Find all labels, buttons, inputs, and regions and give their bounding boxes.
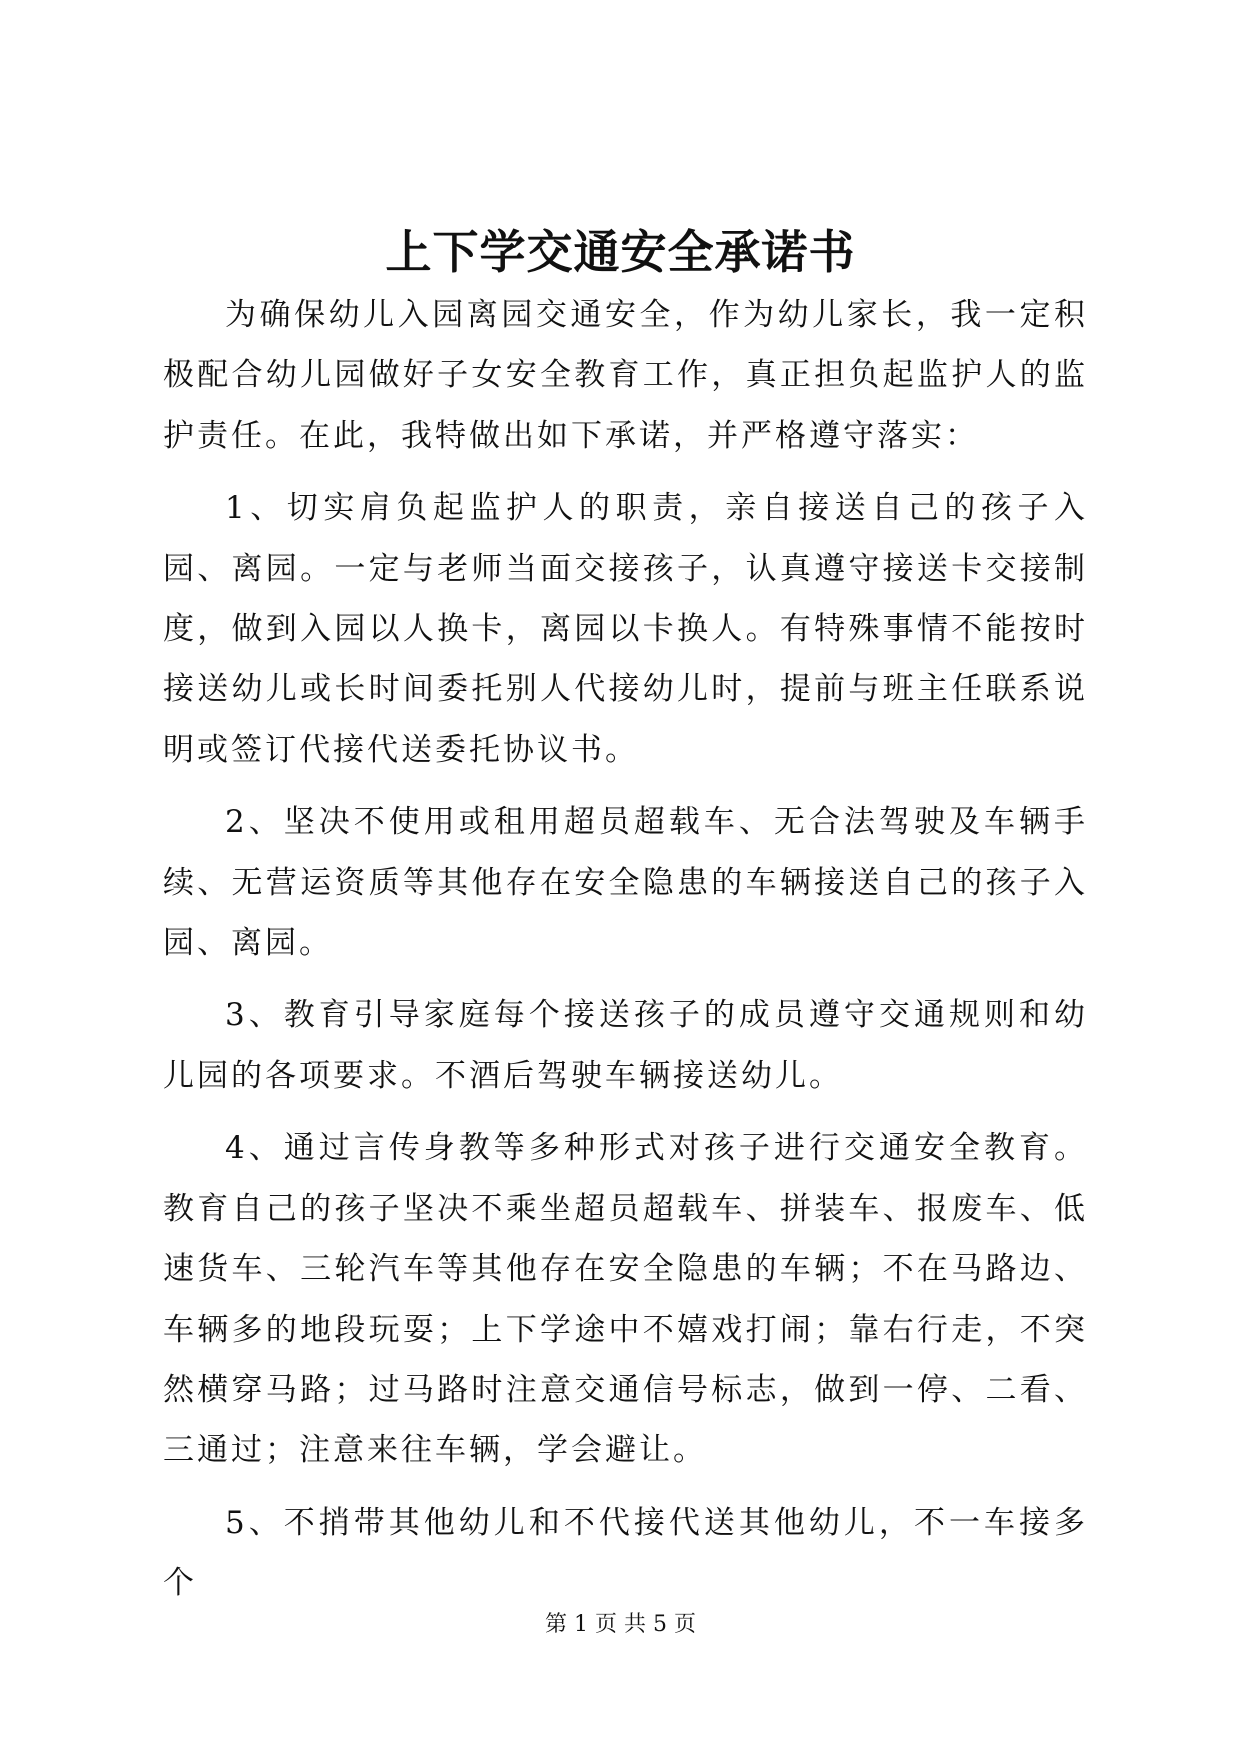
paragraph-item-1: 1、切实肩负起监护人的职责，亲自接送自己的孩子入园、离园。一定与老师当面交接孩子，认真遵守接送卡交接制度，做到入园以人换卡，离园以卡换人。有特殊事情不能按时接送幼儿或长时间委托别人代接幼儿时，提前与班主任联系说明或签订代接代送委托协议书。 — [163, 490, 1088, 768]
paragraph-item-3: 3、教育引导家庭每个接送孩子的成员遵守交通规则和幼儿园的各项要求。不酒后驾驶车辆接送幼儿。 — [163, 997, 1088, 1094]
paragraph-item-2: 2、坚决不使用或租用超员超载车、无合法驾驶及车辆手续、无营运资质等其他存在安全隐患的车辆接送自己的孩子入园、离园。 — [163, 804, 1088, 962]
paragraph-item-5: 5、不捎带其他幼儿和不代接代送其他幼儿，不一车接多个 — [163, 1504, 1088, 1602]
document-body — [163, 285, 1088, 1626]
page-number-footer: 第 1 页 共 5 页 — [545, 1612, 696, 1637]
document-title: 上下学交通安全承诺书 — [385, 225, 856, 279]
paragraph-intro: 为确保幼儿入园离园交通安全，作为幼儿家长，我一定积极配合幼儿园做好子女安全教育工作，真正担负起监护人的监护责任。在此，我特做出如下承诺，并严格遵守落实： — [163, 297, 1088, 454]
paragraph-item-4: 4、通过言传身教等多种形式对孩子进行交通安全教育。教育自己的孩子坚决不乘坐超员超载车、拼装车、报废车、低速货车、三轮汽车等其他存在安全隐患的车辆；不在马路边、车辆多的地段玩耍；上下学途中不嬉戏打闹；靠右行走，不突然横穿马路；过马路时注意交通信号标志，做到一停、二看、三通过；注意来往车辆，学会避让。 — [163, 1130, 1088, 1469]
